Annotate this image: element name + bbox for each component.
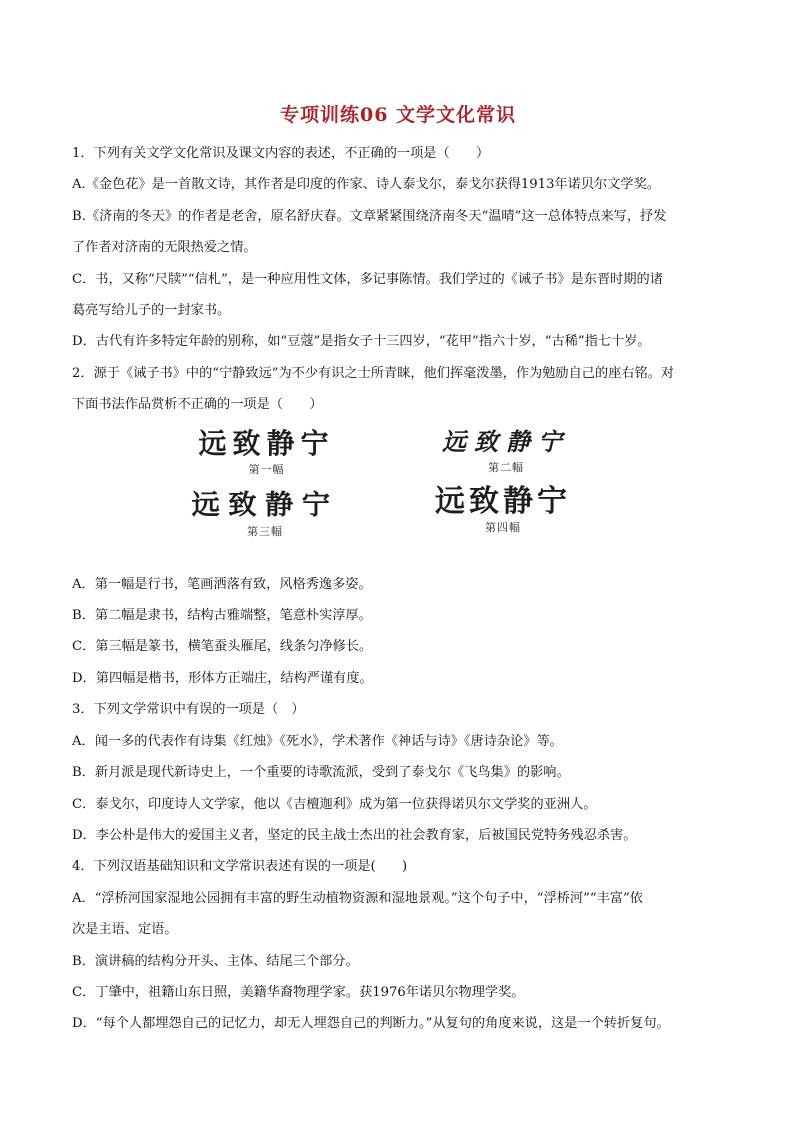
calligraphy-work-1-label: 第一幅: [248, 462, 285, 476]
question-1-option-c-line1: C．书，又称“尺牍”“信札”，是一种应用性文体，多记事陈情。我们学过的《诫子书》是东晋时期的诸: [72, 271, 663, 287]
question-3: [72, 694, 724, 851]
question-2-option-a: A．第一幅是行书，笔画洒落有致，风格秀逸多姿。: [72, 576, 372, 592]
question-2-stem-line1: 2．源于《诫子书》中的“宁静致远”为不少有识之士所青睐，他们挥毫泼墨，作为勉励自己的座右铭。对: [72, 365, 675, 381]
calligraphy-work-1: [184, 427, 349, 479]
question-3-option-c: C．泰戈尔，印度诗人文学家，他以《吉檀迦利》成为第一位获得诺贝尔文学奖的亚洲人。: [72, 796, 597, 812]
question-3-option-d: D．李公朴是伟大的爱国主义者，坚定的民主战士杰出的社会教育家，后被国民党特务残忍杀害。: [72, 827, 637, 843]
question-2: [72, 358, 724, 694]
question-1-option-c-line2: 葛亮写给儿子的一封家书。: [72, 303, 231, 319]
question-4-option-c: C．丁肇中，祖籍山东日照，美籍华裔物理学家。获1976年诺贝尔物理学奖。: [72, 984, 525, 1000]
question-2-option-c: C．第三幅是篆书，横笔蚕头雁尾，线条匀净修长。: [72, 639, 373, 655]
question-2-option-b: B．第二幅是隶书，结构古雅端整，笔意朴实淳厚。: [72, 608, 372, 624]
calligraphy-work-3-label: 第三幅: [247, 524, 283, 538]
calligraphy-figure: [72, 425, 724, 567]
question-4: [72, 851, 724, 1039]
question-1-option-b-line2: 了作者对济南的无限热爱之情。: [72, 240, 257, 256]
calligraphy-work-3-text: 远致静宁: [191, 489, 339, 521]
question-4-option-d: D．“每个人都埋怨自己的记忆力，却无人埋怨自己的判断力。”从复句的角度来说，这是一个转折复句。: [72, 1016, 670, 1032]
calligraphy-work-2-text: 远致静宁: [442, 426, 570, 456]
calligraphy-work-1-text: 远致静宁: [198, 426, 335, 460]
calligraphy-work-2-label: 第二幅: [488, 460, 524, 474]
question-3-stem: 3．下列文学常识中有误的一项是（ ）: [72, 702, 305, 718]
question-1-option-a: A.《金色花》是一首散文诗，其作者是印度的作家、诗人泰戈尔，泰戈尔获得1913年诺贝尔文学奖。: [72, 177, 660, 193]
question-1-option-b-line1: B.《济南的冬天》的作者是老舍，原名舒庆春。文章紧紧围绕济南冬天“温晴”这一总体特点来写，抒发: [72, 208, 667, 224]
question-4-option-b: B．演讲稿的结构分开头、主体、结尾三个部分。: [72, 953, 359, 969]
question-3-option-b: B．新月派是现代新诗史上，一个重要的诗歌流派，受到了泰戈尔《飞鸟集》的影响。: [72, 765, 570, 781]
calligraphy-work-2: [416, 425, 596, 477]
page-title: 专项训练06 文学文化常识: [279, 104, 517, 126]
question-4-stem: 4．下列汉语基础知识和文学常识表述有误的一项是( ): [72, 859, 408, 875]
calligraphy-work-3: [180, 489, 350, 541]
question-1-stem: 1．下列有关文学文化常识及课文内容的表述，不正确的一项是（ ）: [72, 146, 490, 161]
question-2-option-d: D．第四幅是楷书，形体方正端庄，结构严谨有度。: [72, 670, 373, 686]
calligraphy-work-4: [418, 485, 588, 537]
question-4-option-a-line1: A．“浮桥河国家湿地公园拥有丰富的野生动植物资源和湿地景观。”这个句子中，“浮桥河”“丰富”依: [72, 890, 643, 906]
question-3-option-a: A．闻一多的代表作有诗集《红烛》《死水》，学术著作《神话与诗》《唐诗杂论》等。: [72, 733, 563, 749]
question-4-option-a-line2: 次是主语、定语。: [72, 922, 178, 938]
calligraphy-work-4-label: 第四幅: [485, 520, 521, 534]
question-1-option-d: D．古代有许多特定年龄的别称，如“豆蔻”是指女子十三四岁，“花甲”指六十岁，“古稀”指七十岁。: [72, 334, 651, 350]
calligraphy-work-4-text: 远致静宁: [435, 483, 571, 519]
question-1: [72, 138, 724, 358]
question-2-stem-line2: 下面书法作品赏析不正确的一项是（ ）: [72, 397, 323, 413]
